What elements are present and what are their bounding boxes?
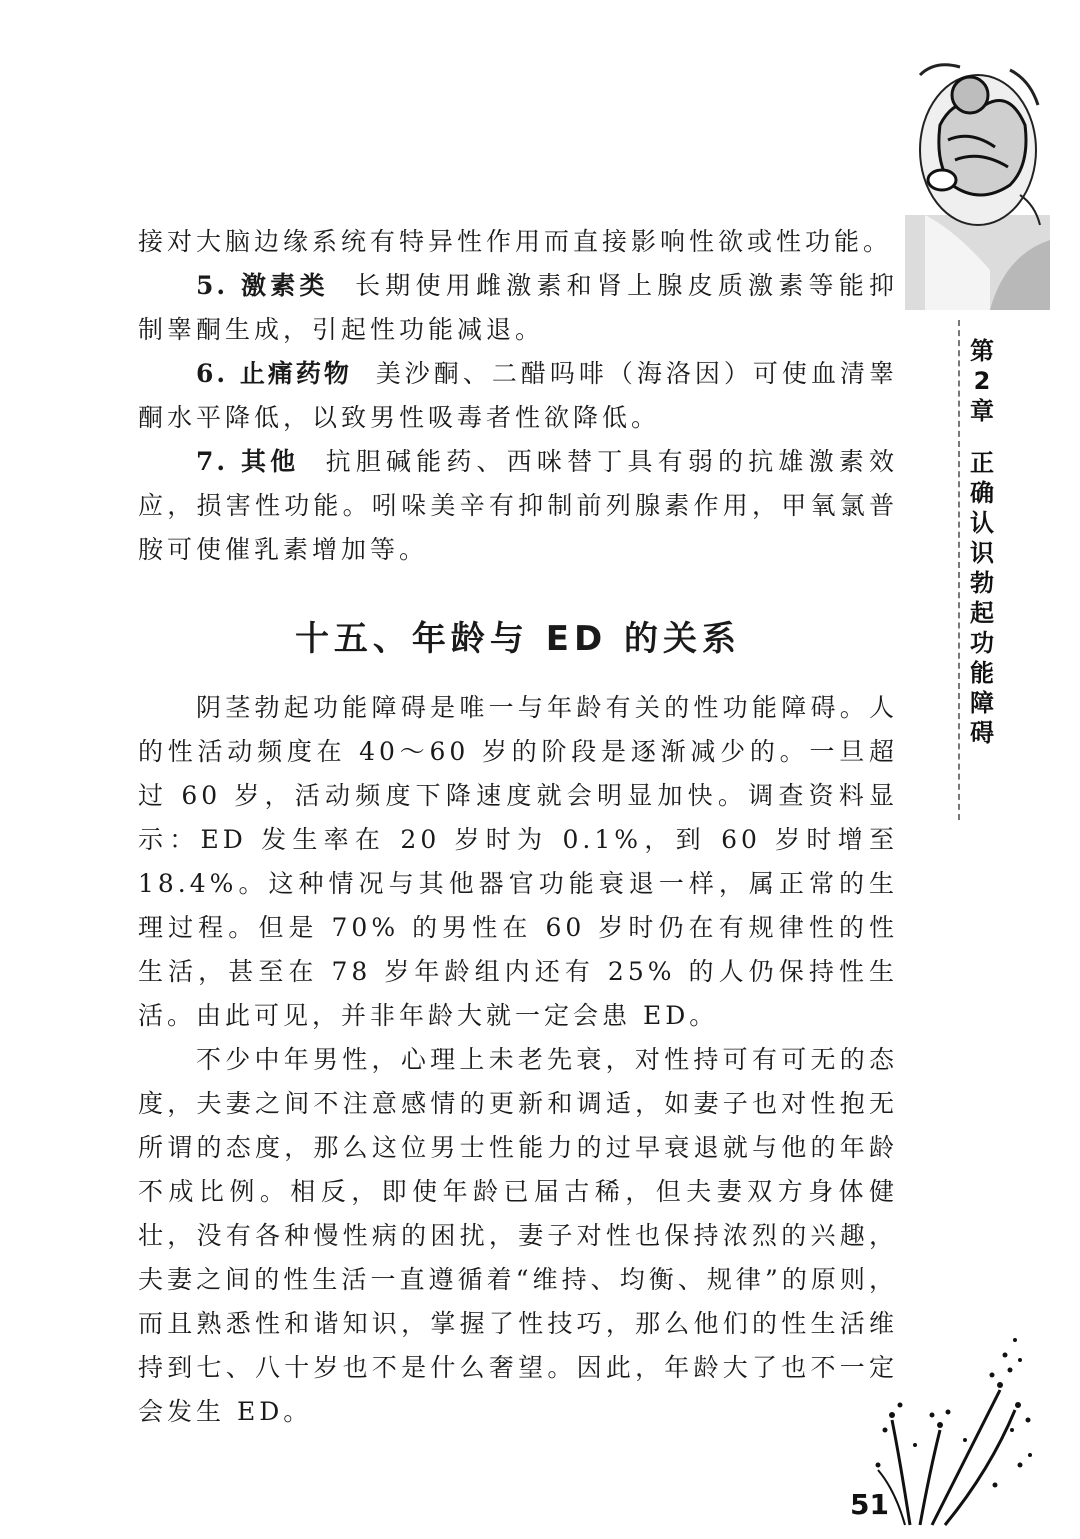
paragraph-item-6 bbox=[138, 352, 898, 440]
chapter-title-char: 认 bbox=[970, 509, 994, 537]
paragraph-item-7 bbox=[138, 440, 898, 572]
paragraph-text: 长期使用雌激素和肾上腺皮质激素等能抑制睾酮生成，引起性功能减退。 bbox=[138, 271, 898, 344]
paragraph: 阴茎勃起功能障碍是唯一与年龄有关的性功能障碍。人的性活动频度在 40～60 岁的阶段是逐渐减少的。一旦超过 60 岁，活动频度下降速度就会明显加快。调查资料显示：ED 发生率在 20 岁时为 0.1%，到 60 岁时增至 18.4%。这种情况与其他器官功能衰退一样，属正常的生理过程。但是 70% 的男性在 60 岁时仍在有规律性的性生活，甚至在 78 岁年龄组内还有 25% 的人仍保持性生活。由此可见，并非年龄大就一定会患 ED。 bbox=[138, 693, 898, 1030]
chapter-title-char: 障 bbox=[970, 689, 994, 717]
chapter-title-char: 碍 bbox=[970, 719, 994, 747]
muscular-figure-illustration-icon bbox=[900, 55, 1050, 315]
chapter-char: 第 bbox=[970, 337, 994, 365]
chapter-label bbox=[962, 336, 1002, 748]
grass-sprigs-illustration-icon bbox=[870, 1320, 1050, 1530]
item-lead: 5. 激素类 bbox=[196, 271, 329, 300]
paragraph-text: 接对大脑边缘系统有特异性作用而直接影响性欲或性功能。 bbox=[138, 227, 893, 256]
chapter-title-char: 功 bbox=[970, 629, 994, 657]
page-number: 51 bbox=[850, 1488, 889, 1521]
chapter-title-char: 起 bbox=[970, 599, 994, 627]
chapter-title-char: 正 bbox=[970, 449, 994, 477]
item-lead: 7. 其他 bbox=[196, 447, 300, 476]
chapter-title-char: 勃 bbox=[970, 569, 994, 597]
item-lead: 6. 止痛药物 bbox=[196, 359, 352, 388]
chapter-title-char: 确 bbox=[970, 479, 994, 507]
paragraph-text: 美沙酮、二醋吗啡（海洛因）可使血清睾酮水平降低，以致男性吸毒者性欲降低。 bbox=[138, 359, 898, 432]
paragraph-text: 抗胆碱能药、西咪替丁具有弱的抗雄激素效应，损害性功能。吲哚美辛有抑制前列腺素作用，甲氧氯普胺可使催乳素增加等。 bbox=[138, 447, 898, 564]
body-text-top bbox=[138, 220, 898, 572]
chapter-char: 2 bbox=[973, 367, 991, 395]
paragraph-item-5 bbox=[138, 264, 898, 352]
body-text-bottom bbox=[138, 686, 898, 1434]
section-title: 十五、年龄与 ED 的关系 bbox=[294, 619, 742, 659]
sidebar-divider bbox=[958, 320, 960, 820]
chapter-char: 章 bbox=[970, 397, 994, 425]
paragraph: 不少中年男性，心理上未老先衰，对性持可有可无的态度，夫妻之间不注意感情的更新和调适，如妻子也对性抱无所谓的态度，那么这位男士性能力的过早衰退就与他的年龄不成比例。相反，即使年龄已届古稀，但夫妻双方身体健壮，没有各种慢性病的困扰，妻子对性也保持浓烈的兴趣，夫妻之间的性生活一直遵循着“维持、均衡、规律”的原则，而且熟悉性和谐知识，掌握了性技巧，那么他们的性生活维持到七、八十岁也不是什么奢望。因此，年龄大了也不一定会发生 ED。 bbox=[138, 1045, 898, 1426]
chapter-title-char: 能 bbox=[970, 659, 994, 687]
paragraph-continuation bbox=[138, 220, 898, 264]
chapter-title-char: 识 bbox=[970, 539, 994, 567]
